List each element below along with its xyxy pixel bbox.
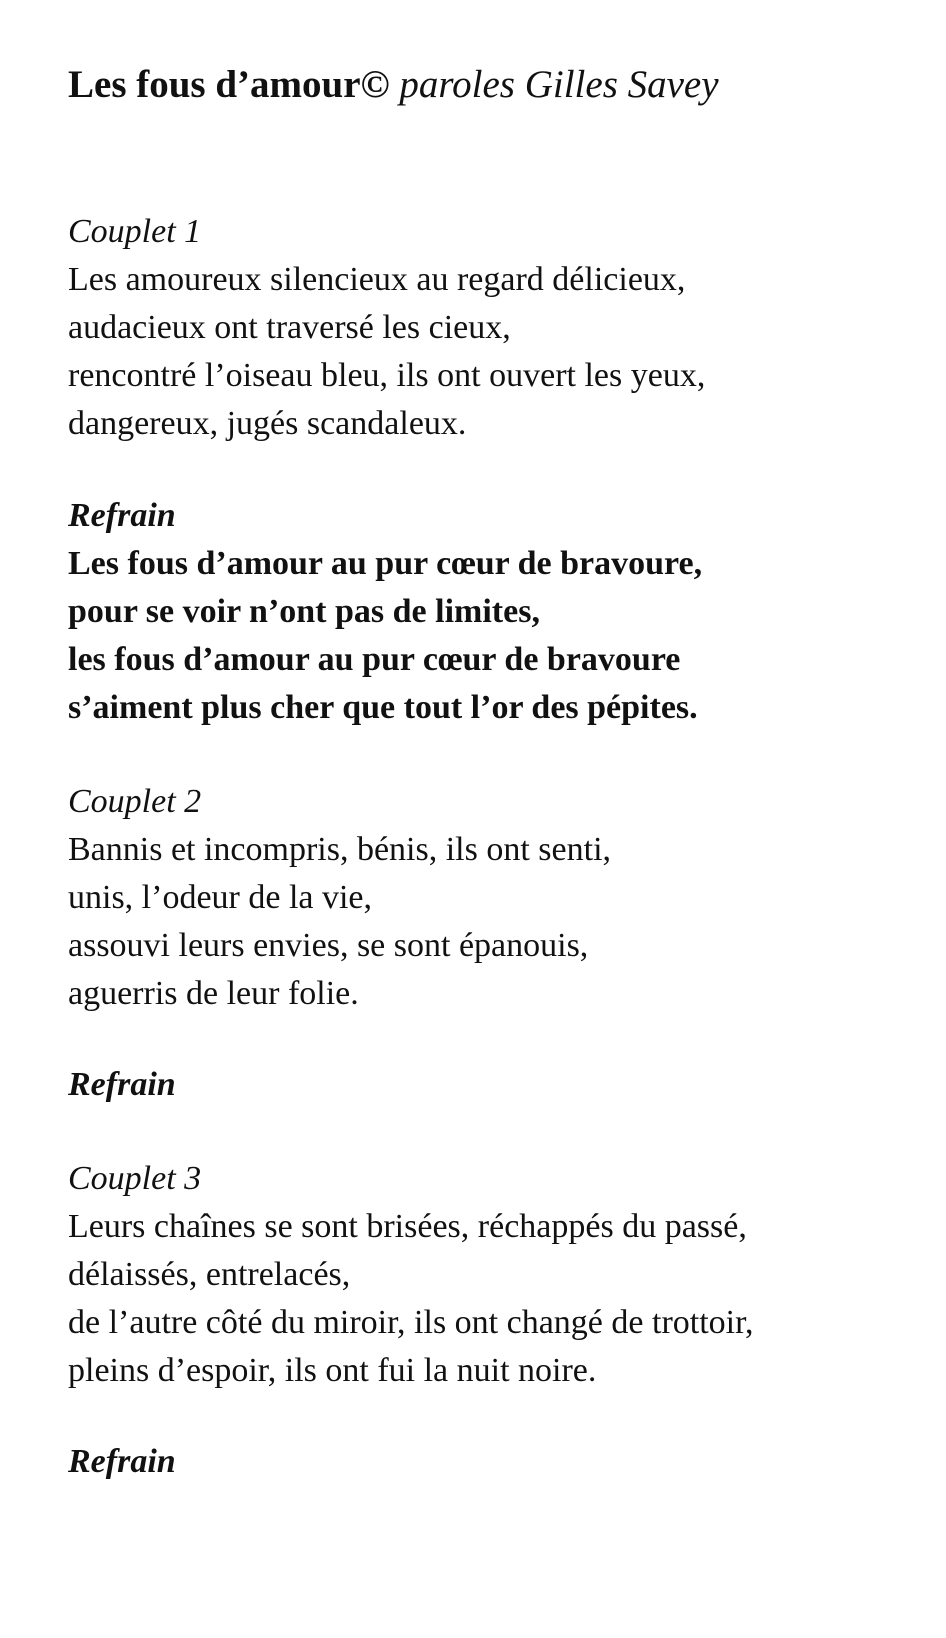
couplet-3-label: Couplet 3 [68, 1160, 202, 1197]
refrain-line: pour se voir n’ont pas de limites, [68, 593, 540, 630]
couplet-3-line: Leurs chaînes se sont brisées, réchappés du passé, [68, 1208, 747, 1245]
refrain-2 [68, 1061, 176, 1109]
title-line [68, 60, 719, 110]
couplet-1-line: dangereux, jugés scandaleux. [68, 405, 467, 442]
couplet-3-line: pleins d’espoir, ils ont fui la nuit noire. [68, 1352, 597, 1389]
song-title-main: Les fous d’amour© [68, 63, 390, 106]
couplet-1-line: rencontré l’oiseau bleu, ils ont ouvert les yeux, [68, 357, 706, 394]
couplet-1 [68, 208, 705, 448]
refrain-3 [68, 1438, 176, 1486]
couplet-2-line: assouvi leurs envies, se sont épanouis, [68, 927, 589, 964]
refrain-line: les fous d’amour au pur cœur de bravoure [68, 641, 681, 678]
refrain-line: Les fous d’amour au pur cœur de bravoure, [68, 545, 703, 582]
refrain-3-label: Refrain [68, 1443, 176, 1480]
refrain-1-label: Refrain [68, 497, 176, 534]
couplet-1-label: Couplet 1 [68, 213, 202, 250]
couplet-1-line: audacieux ont traversé les cieux, [68, 309, 511, 346]
refrain-1 [68, 492, 702, 732]
couplet-1-line: Les amoureux silencieux au regard délicieux, [68, 261, 686, 298]
refrain-2-label: Refrain [68, 1066, 176, 1103]
song-title [68, 60, 719, 110]
couplet-3 [68, 1155, 754, 1395]
refrain-line: s’aiment plus cher que tout l’or des pépites. [68, 689, 698, 726]
couplet-2-label: Couplet 2 [68, 783, 202, 820]
couplet-2-line: unis, l’odeur de la vie, [68, 879, 373, 916]
couplet-3-line: de l’autre côté du miroir, ils ont changé de trottoir, [68, 1304, 754, 1341]
song-credit: paroles Gilles Savey [399, 63, 719, 106]
couplet-2 [68, 778, 611, 1018]
couplet-3-line: délaissés, entrelacés, [68, 1256, 351, 1293]
couplet-2-line: aguerris de leur folie. [68, 975, 359, 1012]
couplet-2-line: Bannis et incompris, bénis, ils ont senti, [68, 831, 612, 868]
